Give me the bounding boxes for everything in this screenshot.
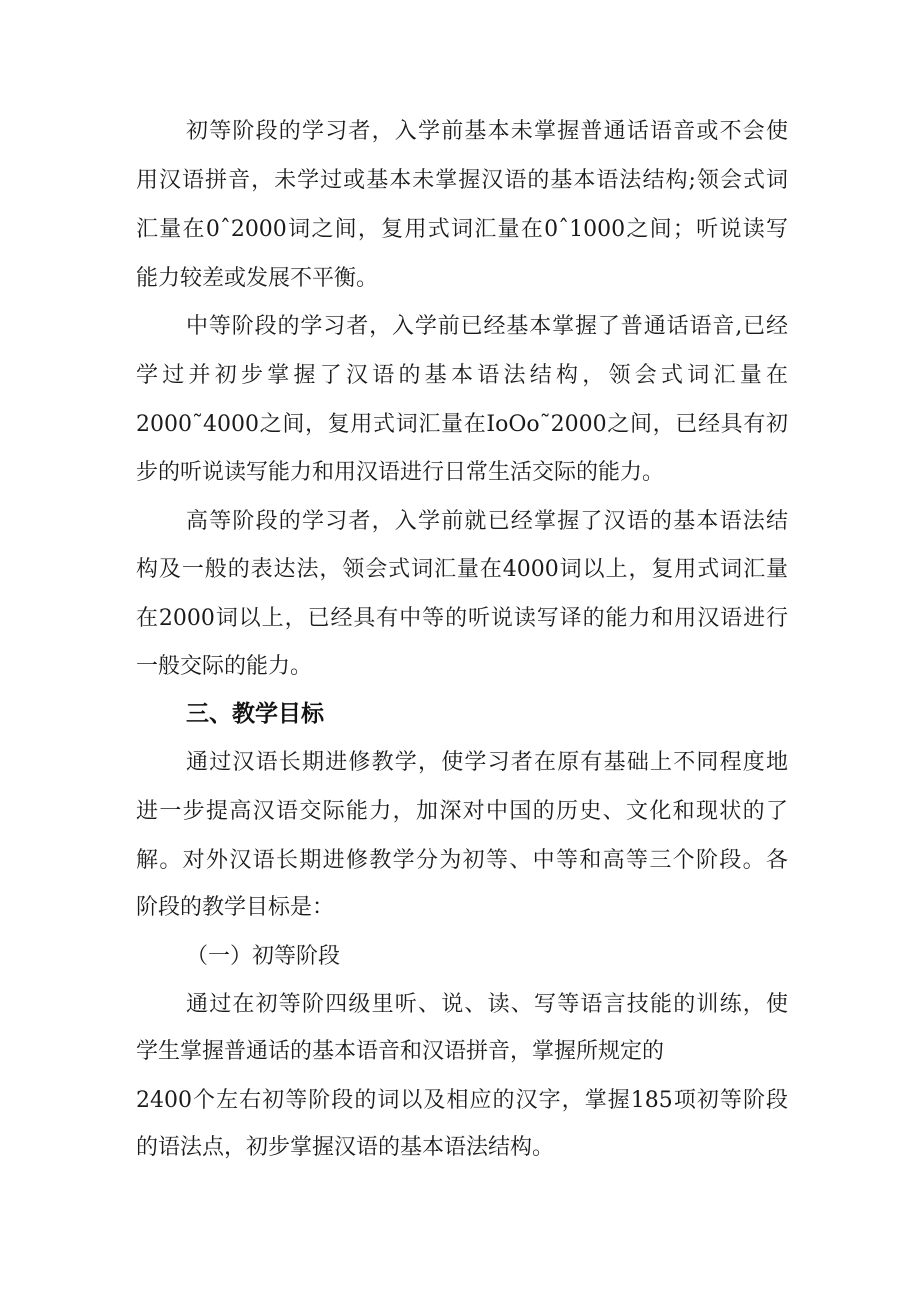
subsection-heading: （一）初等阶段 <box>186 944 341 969</box>
paragraph-line: 通过在初等阶四级里听、说、读、写等语言技能的训练，使 <box>186 992 788 1017</box>
paragraph-line: 在2000词以上，已经具有中等的听说读写译的能力和用汉语进行 <box>136 606 788 631</box>
paragraph-line: 用汉语拼音，未学过或基本未掌握汉语的基本语法结构;领会式词 <box>136 168 788 193</box>
paragraph-line: 高等阶段的学习者，入学前就已经掌握了汉语的基本语法结 <box>186 509 788 534</box>
paragraph-line: 解。对外汉语长期进修教学分为初等、中等和高等三个阶段。各 <box>136 848 788 873</box>
paragraph-line: 的语法点，初步掌握汉语的基本语法结构。 <box>136 1135 555 1160</box>
paragraph-line: 构及一般的表达法，领会式词汇量在4000词以上，复用式词汇量 <box>136 557 788 582</box>
paragraph-line: 中等阶段的学习者，入学前已经基本掌握了普通话语音,已经 <box>186 314 788 339</box>
paragraph-line: 一般交际的能力。 <box>136 654 313 679</box>
paragraph-line: 进一步提高汉语交际能力，加深对中国的历史、文化和现状的了 <box>136 799 788 824</box>
paragraph-line: 能力较差或发展不平衡。 <box>136 266 379 291</box>
paragraph-line: 步的听说读写能力和用汉语进行日常生活交际的能力。 <box>136 460 665 485</box>
paragraph-line: 学过并初步掌握了汉语的基本语法结构，领会式词汇量在 <box>136 363 788 388</box>
paragraph-line: 汇量在0ˆ2000词之间，复用式词汇量在0ˆ1000之间；听说读写 <box>136 217 788 242</box>
paragraph-line: 阶段的教学目标是： <box>136 895 335 920</box>
paragraph-line: 学生掌握普通话的基本语音和汉语拼音，掌握所规定的 <box>136 1039 665 1064</box>
paragraph-line: 通过汉语长期进修教学，使学习者在原有基础上不同程度地 <box>186 750 788 775</box>
paragraph-line: 初等阶段的学习者，入学前基本未掌握普通话语音或不会使 <box>186 119 788 144</box>
section-heading: 三、教学目标 <box>186 701 324 727</box>
paragraph-line: 2400个左右初等阶段的词以及相应的汉字，掌握185项初等阶段 <box>136 1088 788 1113</box>
paragraph-line: 2000˜4000之间，复用式词汇量在IoOo˜2000之间，已经具有初 <box>136 412 788 437</box>
